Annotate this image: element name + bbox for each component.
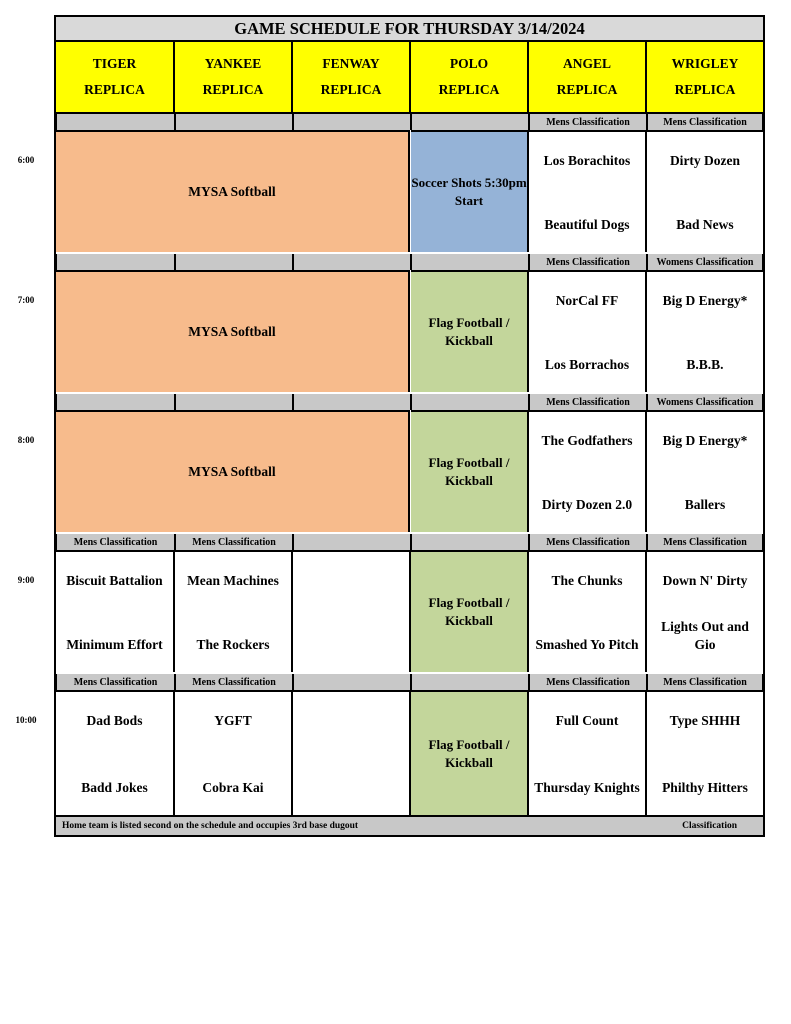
classification-strip: Mens Classification: [175, 534, 293, 550]
game-yankee-10: [175, 690, 293, 815]
home-team: Beautiful Dogs: [544, 217, 630, 232]
game-angel-7: [529, 270, 647, 392]
classification-strip: [56, 114, 175, 130]
field-sub: REPLICA: [320, 82, 382, 97]
field-name: TIGER: [92, 56, 137, 71]
game-angel-9: [529, 550, 647, 672]
home-team: Philthy Hitters: [662, 780, 748, 795]
away-team: The Godfathers: [541, 433, 633, 448]
game-wrigley-6: [647, 130, 763, 252]
classification-strip: [175, 114, 293, 130]
time-label-6: 6:00: [17, 155, 35, 165]
classification-strip: Mens Classification: [529, 674, 647, 690]
classification-strip: Mens Classification: [647, 674, 763, 690]
game-fenway-10-empty: [293, 690, 411, 815]
field-header-yankee: [175, 42, 293, 114]
game-tiger-10: [56, 690, 175, 815]
footer-bar: [56, 815, 763, 835]
game-tiger-9: [56, 550, 175, 672]
classification-strip: [56, 254, 175, 270]
classification-strip: [56, 394, 175, 410]
field-sub: REPLICA: [674, 82, 736, 97]
time-label-8: 8:00: [17, 435, 35, 445]
classification-strip: [411, 394, 529, 410]
classification-strip: [293, 394, 411, 410]
field-name: FENWAY: [322, 56, 380, 71]
field-sub: REPLICA: [556, 82, 618, 97]
game-yankee-9: [175, 550, 293, 672]
field-header-angel: [529, 42, 647, 114]
classification-strip: Mens Classification: [56, 674, 175, 690]
classification-strip: Mens Classification: [56, 534, 175, 550]
home-team: Minimum Effort: [66, 637, 163, 652]
mysa-softball-block: MYSA Softball: [56, 410, 410, 532]
classification-strip: [293, 674, 411, 690]
game-wrigley-10: [647, 690, 763, 815]
field-name: WRIGLEY: [671, 56, 739, 71]
footer-note: Home team is listed second on the schedule and occupies 3rd base dugout: [62, 821, 359, 831]
game-fenway-9-empty: [293, 550, 411, 672]
classification-strip: [411, 534, 529, 550]
home-team: Badd Jokes: [81, 780, 148, 795]
away-team: Down N' Dirty: [662, 573, 748, 588]
classification-strip: [411, 114, 529, 130]
away-team: Type SHHH: [669, 713, 741, 728]
polo-flag-football: Flag Football / Kickball: [411, 550, 529, 672]
away-team: Big D Energy*: [662, 433, 748, 448]
polo-soccer-shots: Soccer Shots 5:30pm Start: [411, 130, 529, 252]
classification-strip: Mens Classification: [529, 534, 647, 550]
polo-flag-football: Flag Football / Kickball: [411, 410, 529, 532]
away-team: Biscuit Battalion: [66, 573, 163, 588]
field-name: YANKEE: [204, 56, 262, 71]
footer-legend: Classification: [682, 821, 737, 831]
field-header-wrigley: [647, 42, 763, 114]
away-team: YGFT: [214, 713, 252, 728]
away-team: NorCal FF: [555, 293, 619, 308]
classification-strip: Womens Classification: [647, 394, 763, 410]
mysa-softball-block: MYSA Softball: [56, 130, 410, 252]
page-title: GAME SCHEDULE FOR THURSDAY 3/14/2024: [56, 17, 763, 42]
classification-strip: Mens Classification: [529, 254, 647, 270]
time-label-7: 7:00: [17, 295, 35, 305]
home-team: Dirty Dozen 2.0: [541, 497, 633, 512]
away-team: The Chunks: [551, 573, 623, 588]
away-team: Full Count: [555, 713, 619, 728]
classification-strip: [411, 674, 529, 690]
field-sub: REPLICA: [202, 82, 264, 97]
home-team: B.B.B.: [686, 357, 724, 372]
game-wrigley-9: [647, 550, 763, 672]
field-name: ANGEL: [562, 56, 611, 71]
classification-strip: [411, 254, 529, 270]
home-team: Bad News: [676, 217, 734, 232]
schedule-table: [54, 15, 765, 837]
away-team: Los Borachitos: [543, 153, 631, 168]
classification-strip: [293, 254, 411, 270]
away-team: Dirty Dozen: [669, 153, 741, 168]
mysa-softball-block: MYSA Softball: [56, 270, 410, 392]
game-angel-10: [529, 690, 647, 815]
game-wrigley-7: [647, 270, 763, 392]
game-wrigley-8: [647, 410, 763, 532]
game-angel-6: [529, 130, 647, 252]
game-angel-8: [529, 410, 647, 532]
classification-strip: Womens Classification: [647, 254, 763, 270]
classification-strip: [293, 534, 411, 550]
away-team: Big D Energy*: [662, 293, 748, 308]
classification-strip: [175, 394, 293, 410]
home-team: Los Borrachos: [544, 357, 630, 372]
field-sub: REPLICA: [438, 82, 500, 97]
field-header-fenway: [293, 42, 411, 114]
classification-strip: Mens Classification: [529, 114, 647, 130]
home-team: The Rockers: [196, 637, 270, 652]
home-team: Smashed Yo Pitch: [535, 637, 639, 652]
field-header-polo: [411, 42, 529, 114]
away-team: Dad Bods: [86, 713, 143, 728]
field-sub: REPLICA: [84, 82, 145, 97]
classification-strip: [293, 114, 411, 130]
classification-strip: Mens Classification: [175, 674, 293, 690]
field-name: POLO: [449, 56, 489, 71]
classification-strip: Mens Classification: [647, 534, 763, 550]
away-team: Mean Machines: [187, 573, 279, 588]
polo-flag-football: Flag Football / Kickball: [411, 690, 529, 815]
classification-strip: Mens Classification: [529, 394, 647, 410]
home-team: Lights Out and Gio: [661, 619, 749, 652]
home-team: Thursday Knights: [534, 780, 640, 795]
field-header-tiger: [56, 42, 175, 114]
home-team: Cobra Kai: [202, 780, 264, 795]
classification-strip: Mens Classification: [647, 114, 763, 130]
time-label-9: 9:00: [17, 575, 35, 585]
home-team: Ballers: [684, 497, 726, 512]
polo-flag-football: Flag Football / Kickball: [411, 270, 529, 392]
classification-strip: [175, 254, 293, 270]
time-label-10: 10:00: [15, 715, 37, 725]
